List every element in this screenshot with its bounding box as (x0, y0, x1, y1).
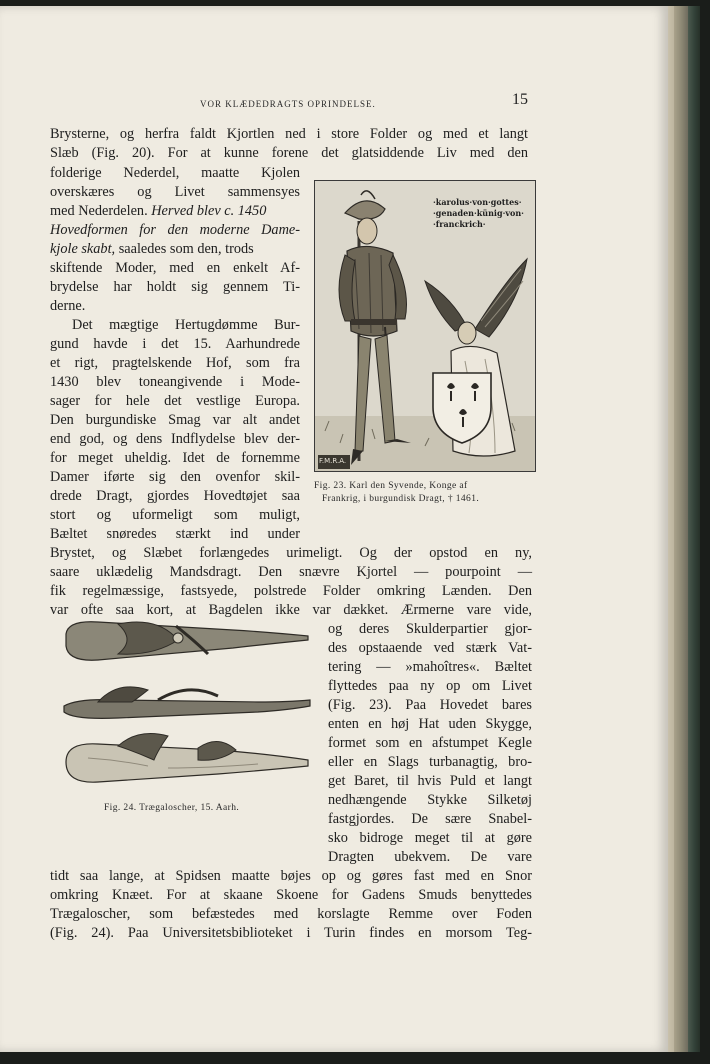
text-line: Bæltet snøredes stærkt ind under (50, 526, 300, 542)
text-line: des opstaaende ved stærk Vat- (328, 640, 532, 656)
figure-24-illustration (58, 610, 316, 800)
text-line: stort og uformeligt som muligt, (50, 507, 300, 523)
text-line: overskæres og Livet sammensyes (50, 184, 300, 200)
text-line: brydelse har holdt sig gennem Ti- (50, 279, 300, 295)
text-line: og deres Skulderpartier gjor- (328, 621, 532, 637)
artist-monogram: F.M.R.A. (319, 457, 347, 465)
figure-23-illustration (314, 180, 536, 472)
text-line: enten en høj Hat uden Skygge, (328, 716, 532, 732)
book-cover-edge (688, 6, 700, 1052)
text-line: omkring Knæet. For at skaane Skoene for Gadens Smuds benyttedes (50, 887, 532, 903)
italic-segment: Hovedformen for den moderne Dame- (50, 222, 300, 238)
text-line: tidt saa lange, at Spidsen maatte bøjes op og gøres fast med en Snor (50, 868, 532, 884)
text-line: saare uklædelig Mandsdragt. Den snævre Kjortel — pourpoint — (50, 564, 532, 580)
text-segment: med Nederdelen. (50, 203, 148, 219)
italic-segment: Herved blev c. 1450 (151, 203, 267, 219)
text-line: formet som en afstumpet Kegle (328, 735, 532, 751)
text-line: folderige Nederdel, maatte Kjolen (50, 165, 300, 181)
text-line: (Fig. 24). Paa Universitetsbiblioteket i Turin findes en morsom Teg- (50, 925, 532, 941)
text-line: for meget uheldig. Idet de fornemme (50, 450, 300, 466)
text-line: et rigt, pragtelskende Hof, som fra (50, 355, 300, 371)
inscription-line: ·franckrich· (433, 219, 486, 229)
text-line: sager for hele det vestlige Europa. (50, 393, 300, 409)
text-line: Den burgundiske Smag var alt andet (50, 412, 300, 428)
page-number: 15 (512, 91, 528, 108)
text-line: Slæb (Fig. 20). For at kunne forene det glatsiddende Liv med den (50, 145, 528, 161)
text-line (50, 222, 300, 239)
text-line: tering — »mahoîtres«. Bæltet (328, 659, 532, 675)
text-line: var ofte saa kort, at Bagdelen ikke var dækket. Ærmerne vare vide, (50, 602, 532, 618)
text-line: end god, og dens Indflydelse blev der- (50, 431, 300, 447)
text-line: flyttedes paa ny op om Livet (328, 678, 532, 694)
inscription-line: ·karolus·von·gottes· (433, 197, 522, 207)
text-line: Damer iførte sig den ovenfor skil- (50, 469, 300, 485)
running-head: VOR KLÆDEDRAGTS OPRINDELSE. (200, 99, 376, 109)
text-line: fastgjordes. De sære Snabel- (328, 811, 532, 827)
wooden-pattens-drawing (58, 610, 316, 800)
figure-inscription (433, 197, 531, 230)
text-line: fik regelmæssige, fastsyede, polstrede Folder omkring Lænden. Den (50, 583, 532, 599)
text-line: get Baret, til hvis Puld et langt (328, 773, 532, 789)
page-stack-edge (674, 6, 688, 1052)
text-line: skiftende Moder, med en enkelt Af- (50, 260, 300, 276)
figure-23-caption: Fig. 23. Karl den Syvende, Konge af (314, 481, 468, 491)
text-line: Brystet, og Slæbet forlængedes urimeligt. Og der opstod en ny, (50, 545, 532, 561)
text-line: derne. (50, 298, 86, 314)
text-line: drede Dragt, gjordes Hovedtøjet saa (50, 488, 300, 504)
italic-segment: kjole skabt, (50, 241, 116, 257)
text-line: (Fig. 23). Paa Hovedet bares (328, 697, 532, 713)
text-line: sko bidroge meget til at gøre (328, 830, 532, 846)
figure-24-caption: Fig. 24. Trægaloscher, 15. Aarh. (104, 803, 240, 813)
inscription-line: ·genaden·künig·von· (433, 208, 524, 218)
figure-23-caption: Frankrig, i burgundisk Dragt, † 1461. (322, 494, 480, 504)
text-line: Dragten ubekvem. De vare (328, 849, 532, 865)
text-line: 1430 blev toneangivende i Mode- (50, 374, 300, 390)
text-line: gund havde i det 15. Aarhundrede (50, 336, 300, 352)
text-line: Brysterne, og herfra faldt Kjortlen ned i store Folder og med et langt (50, 126, 528, 142)
text-line (50, 203, 300, 220)
text-line: Trægaloscher, som befæstedes med korslagte Remme over Foden (50, 906, 532, 922)
text-line (50, 241, 300, 258)
text-line: eller en Slags turbanagtig, bro- (328, 754, 532, 770)
text-line: nedhængende Stykke Silketøj (328, 792, 532, 808)
text-segment: saaledes som den, trods (118, 241, 254, 257)
text-line: Det mægtige Hertugdømme Bur- (72, 317, 300, 333)
